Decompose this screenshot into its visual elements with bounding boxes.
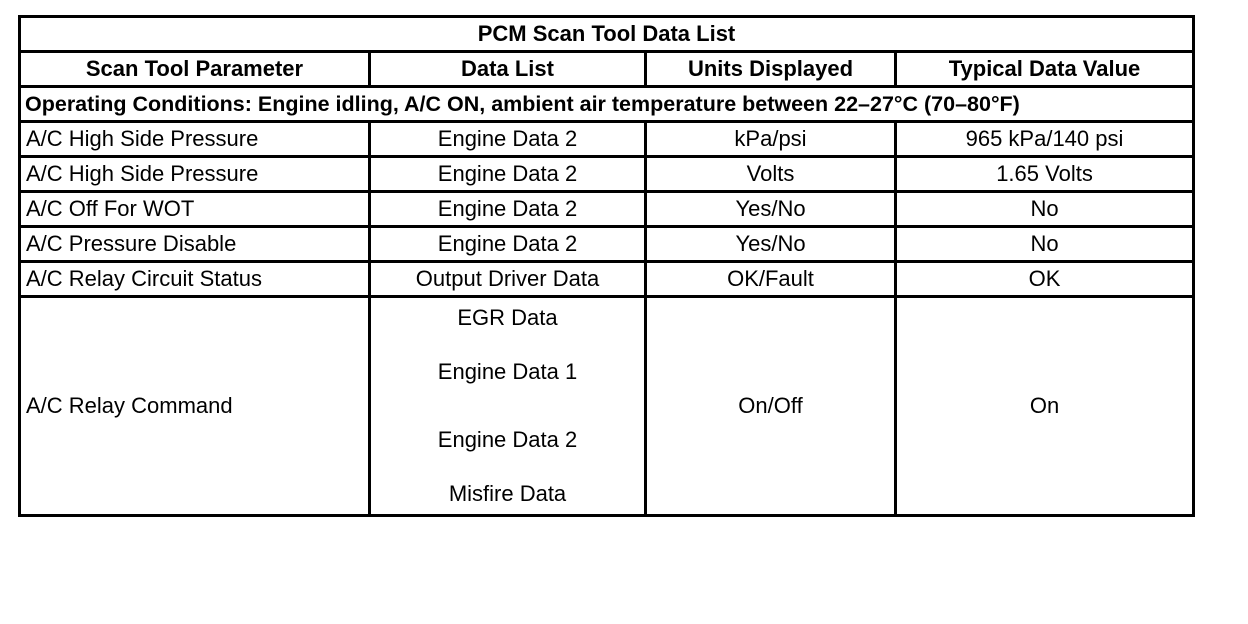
table-row <box>20 122 1194 157</box>
row-units: On/Off <box>646 297 896 516</box>
row-units: Volts <box>646 157 896 192</box>
row-units: kPa/psi <box>646 122 896 157</box>
data-list-item: EGR Data <box>457 305 558 330</box>
row-data-list: Engine Data 2 <box>370 192 646 227</box>
table-title: PCM Scan Tool Data List <box>20 17 1194 52</box>
row-parameter: A/C High Side Pressure <box>20 157 370 192</box>
row-data-list: Output Driver Data <box>370 262 646 297</box>
table-row <box>20 262 1194 297</box>
table-row <box>20 297 1194 516</box>
row-value: 1.65 Volts <box>896 157 1194 192</box>
row-parameter: A/C Relay Circuit Status <box>20 262 370 297</box>
header-units-displayed: Units Displayed <box>646 52 896 87</box>
row-units: OK/Fault <box>646 262 896 297</box>
pcm-scan-tool-data-table <box>18 15 1195 517</box>
header-typical-data-value: Typical Data Value <box>896 52 1194 87</box>
data-list-item: Engine Data 2 <box>437 427 578 452</box>
row-parameter: A/C High Side Pressure <box>20 122 370 157</box>
row-parameter: A/C Relay Command <box>20 297 370 516</box>
row-units: Yes/No <box>646 192 896 227</box>
row-value: No <box>896 192 1194 227</box>
table-row <box>20 227 1194 262</box>
row-data-list: Engine Data 2 <box>370 227 646 262</box>
table-row <box>20 157 1194 192</box>
header-row <box>20 52 1194 87</box>
data-list-item: Engine Data 1 <box>437 359 578 384</box>
data-list-item: Misfire Data <box>448 481 567 506</box>
row-parameter: A/C Off For WOT <box>20 192 370 227</box>
row-value: On <box>896 297 1194 516</box>
row-value: OK <box>896 262 1194 297</box>
operating-conditions: Operating Conditions: Engine idling, A/C ON, ambient air temperature between 22–27°C (70–80°F) <box>20 87 1194 122</box>
header-data-list: Data List <box>370 52 646 87</box>
row-value: No <box>896 227 1194 262</box>
row-value: 965 kPa/140 psi <box>896 122 1194 157</box>
table-row <box>20 192 1194 227</box>
row-parameter: A/C Pressure Disable <box>20 227 370 262</box>
row-data-list: Engine Data 2 <box>370 122 646 157</box>
header-scan-tool-parameter: Scan Tool Parameter <box>20 52 370 87</box>
title-row <box>20 17 1194 52</box>
row-data-list: Engine Data 2 <box>370 157 646 192</box>
row-data-list-multi <box>370 297 646 516</box>
row-units: Yes/No <box>646 227 896 262</box>
operating-conditions-row <box>20 87 1194 122</box>
